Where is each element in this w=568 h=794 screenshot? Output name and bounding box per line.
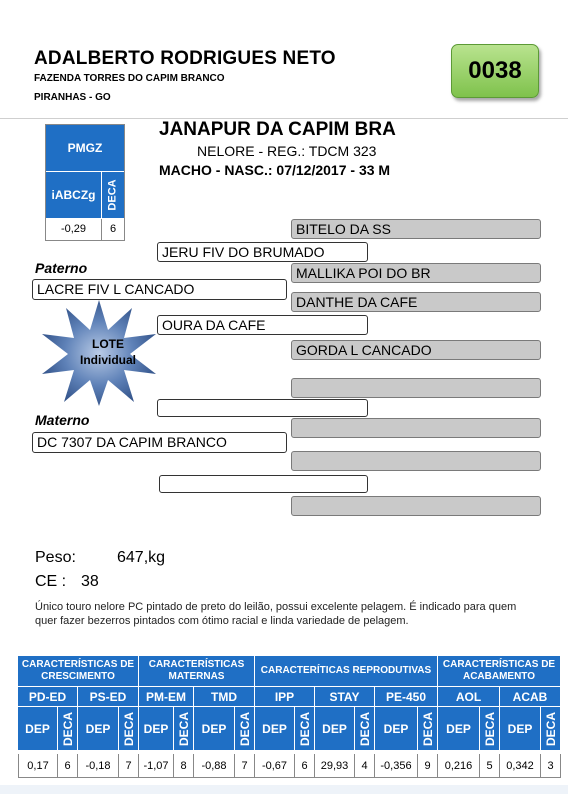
trait-header: PM-EM [139,686,194,706]
deca-subheader [235,706,255,750]
bottom-band [0,785,568,794]
dep-value: -0,356 [375,754,418,778]
dep-subheader: DEP [78,706,119,750]
trait-header: STAY [315,686,375,706]
ce-label: CE : [35,573,67,590]
dep-value: -1,07 [139,754,174,778]
dep-value: 29,93 [315,754,355,778]
dep-table [18,656,566,780]
deca-subheader-text: DECA [297,711,312,746]
deca-value: 6 [58,754,78,778]
animal-breed-registration: NELORE - REG.: TDCM 323 [197,143,377,159]
deca-subheader [541,706,561,750]
lot-star-line2: Individual [79,353,136,367]
paternal-grandsire: JERU FIV DO BRUMADO [157,242,368,262]
farm-name: FAZENDA TORRES DO CAPIM BRANCO [34,73,225,84]
dep-subheader: DEP [139,706,174,750]
dep-subheader: DEP [500,706,541,750]
deca-value: 4 [355,754,375,778]
dep-subheader: DEP [255,706,295,750]
maternal-granddam [159,475,368,493]
group-header: CARACTERÍSTICAS DE ACABAMENTO [438,656,561,686]
paternal-granddam: OURA DA CAFE [157,315,368,335]
deca-value: 8 [174,754,194,778]
dep-value: 0,17 [18,754,58,778]
trait-header: TMD [194,686,255,706]
animal-sex-birth: MACHO - NASC.: 07/12/2017 - 33 M [159,162,391,178]
iabczg-value: -0,29 [60,223,87,235]
pmgz-label: PMGZ [46,125,124,171]
deca-subheader [418,706,438,750]
deca-subheader [174,706,194,750]
trait-header: PS-ED [78,686,139,706]
trait-header: PE-450 [375,686,438,706]
index-deca-value: 6 [109,223,117,235]
deca-subheader [480,706,500,750]
group-header: CARACTERÍSTICAS DE CRESCIMENTO [18,656,139,686]
deca-value: 3 [541,754,561,778]
lot-star-text [58,336,158,368]
trait-header: ACAB [500,686,561,706]
lot-number-badge: 0038 [451,44,539,98]
group-header: CARACTERÍTICAS REPRODUTIVAS [255,656,438,686]
dep-value: -0,67 [255,754,295,778]
ce-value: 38 [81,573,99,590]
dep-subheader: DEP [194,706,235,750]
iabczg-label: iABCZg [46,172,101,218]
maternal-grandsire-sire [291,378,541,398]
deca-subheader [355,706,375,750]
maternal-label: Materno [35,412,90,428]
deca-value: 7 [119,754,139,778]
paternal-granddam-dam: GORDA L CANCADO [291,340,541,360]
deca-subheader-text: DECA [176,711,191,746]
dep-subheader: DEP [375,706,418,750]
maternal-grandsire-dam [291,418,541,438]
description: Único touro nelore PC pintado de preto do leilão, possui excelente pelagem. É indicado para quem quer fazer bezerros pintados com ótimo racial e linda variedade de pelagem. [35,601,517,627]
city: PIRANHAS - GO [34,92,111,103]
deca-subheader-text: DECA [420,711,435,746]
deca-subheader-text: DECA [60,711,75,746]
owner-name: ADALBERTO RODRIGUES NETO [34,48,336,69]
deca-value: 7 [235,754,255,778]
index-deca-text: DECA [107,179,120,211]
dep-subheader: DEP [438,706,480,750]
deca-subheader-text: DECA [121,711,136,746]
deca-subheader-text: DECA [357,711,372,746]
group-header: CARACTERÍSTICAS MATERNAS [139,656,255,686]
deca-value: 6 [295,754,315,778]
deca-subheader [295,706,315,750]
dep-value: -0,88 [194,754,235,778]
animal-name: JANAPUR DA CAPIM BRA [159,119,396,140]
dam: DC 7307 DA CAPIM BRANCO [32,432,287,453]
dep-subheader: DEP [18,706,58,750]
peso-value: 647,kg [117,549,166,566]
paternal-grandsire-dam: MALLIKA POI DO BR [291,263,541,283]
deca-subheader-text: DECA [482,711,497,746]
sire: LACRE FIV L CANCADO [32,279,287,300]
paternal-label: Paterno [35,260,88,276]
trait-header: AOL [438,686,500,706]
deca-value: 5 [480,754,500,778]
maternal-granddam-sire [291,451,541,471]
paternal-grandsire-sire: BITELO DA SS [291,219,541,239]
deca-subheader-text: DECA [237,711,252,746]
lot-star-line1: LOTE [92,337,124,351]
peso-label: Peso: [35,549,76,566]
dep-subheader: DEP [315,706,355,750]
index-deca-label [102,172,124,218]
deca-subheader [119,706,139,750]
trait-header: IPP [255,686,315,706]
dep-value: 0,216 [438,754,480,778]
paternal-granddam-sire: DANTHE DA CAFE [291,292,541,312]
maternal-granddam-dam [291,496,541,516]
trait-header: PD-ED [18,686,78,706]
dep-value: 0,342 [500,754,541,778]
deca-subheader [58,706,78,750]
deca-value: 9 [418,754,438,778]
maternal-grandsire [157,399,368,417]
deca-subheader-text: DECA [543,711,558,746]
dep-value: -0,18 [78,754,119,778]
